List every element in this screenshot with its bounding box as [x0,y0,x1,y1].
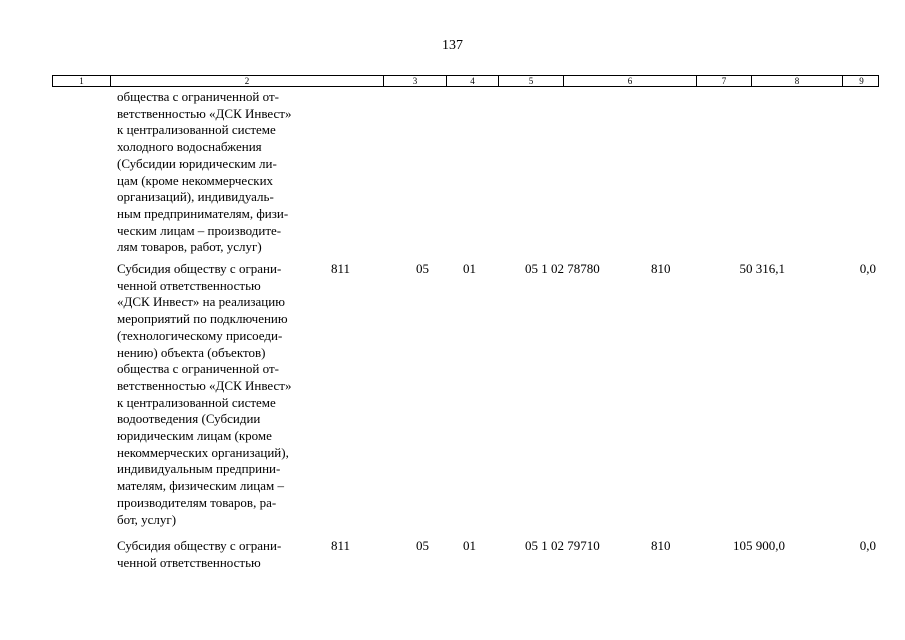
page-number: 137 [442,38,463,53]
header-col-1: 1 [53,76,111,86]
row-col4: 05 [416,538,429,553]
header-col-4: 4 [447,76,499,86]
header-col-2: 2 [111,76,384,86]
header-col-3: 3 [384,76,447,86]
row-col8: 50 316,1 [739,261,785,276]
row-col3: 811 [331,538,351,553]
row-col3: 811 [331,261,351,276]
row-col6: 05 1 02 79710 [525,538,600,553]
row-col7: 810 [651,261,671,276]
header-col-6: 6 [564,76,697,86]
row-description: Субсидия обществу с ограни- ченной ответственностью «ДСК Инвест» на реализацию мероприятий по подключению (технологическому присоеди- нению) объекта (объектов) общества с ограниченной от- ветственностью «ДСК Инвест» к централизованной системе водоотведения (Субсидии юридическим лицам (кроме некоммерческих организаций), индивидуальным предприни- мателям, физическим лицам – производителям товаров, ра- бот, услуг) [117,261,292,527]
row-col5: 01 [463,538,476,553]
row-col5: 01 [463,261,476,276]
header-col-5: 5 [499,76,564,86]
row-col7: 810 [651,538,671,553]
row-col4: 05 [416,261,429,276]
row-description: Субсидия обществу с ограни- ченной ответственностью [117,538,282,570]
row-col9: 0,0 [859,538,876,553]
row-col9: 0,0 [859,261,876,276]
header-col-9: 9 [859,76,864,86]
header-col-8: 8 [752,76,843,86]
row-col6: 05 1 02 78780 [525,261,600,276]
table-header-row [52,75,879,87]
row-description: общества с ограниченной от- ветственностью «ДСК Инвест» к централизованной системе холодного водоснабжения (Субсидии юридическим ли- цам (кроме некоммерческих организаций), индивидуаль- ным предпринимателям, физи- ческим лицам – производите- лям товаров, работ, услуг) [117,89,292,255]
header-col-7: 7 [697,76,752,86]
row-col8: 105 900,0 [733,538,785,553]
